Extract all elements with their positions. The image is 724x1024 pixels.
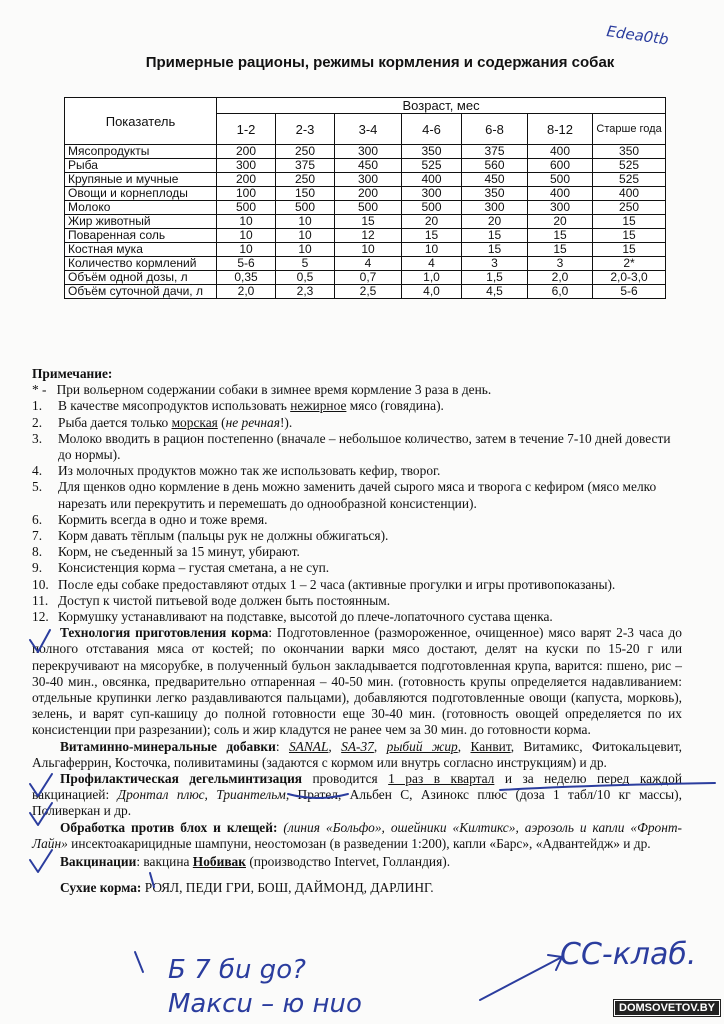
vitamin-sa37: SA-37	[341, 738, 374, 754]
tech-paragraph	[32, 625, 682, 738]
table-cell: 10	[335, 243, 402, 257]
age-cell: 3-4	[335, 114, 402, 145]
table-cell: 3	[462, 257, 528, 271]
tech-text: : Подготовленное (размороженное, очищенное) мясо варят 2-3 часа до полного отставания мяса от костей; по окончании варки мясо достают, делят на куски по 15-20 г или перекручивают на мясорубке, в полученный бульон закладывается подготовленная крупа, варится: пшено, рис – 30-40 мин., овсянка, предварительно отпаренная – 40-50 мин. (готовность крупы определяется надавливанием: отдельные крупинки легко раздавливаются пальцами), добавляются подготовленные овощи (капуста, морковь), зелень, и варят суп-кашицу до полной готовности еще 30-40 мин. (готовность овощей определяется по их консистенции при разрезании); соль и жир кладутся не ранее чем за 30 мин. до готовности корма.	[32, 625, 682, 738]
table-cell: 10	[276, 229, 335, 243]
table-cell: 5	[276, 257, 335, 271]
table-cell: 250	[276, 173, 335, 187]
table-cell: 0,35	[217, 271, 276, 285]
table-cell: 250	[593, 201, 666, 215]
table-cell: 500	[402, 201, 462, 215]
row-label: Крупяные и мучные	[65, 173, 217, 187]
table-cell: 500	[217, 201, 276, 215]
table-row	[65, 285, 666, 299]
table-cell: 1,5	[462, 271, 528, 285]
note-number: 12.	[32, 609, 49, 625]
fleas-paragraph	[32, 820, 682, 852]
table-cell: 525	[593, 173, 666, 187]
notes-list	[32, 398, 682, 625]
table-cell: 600	[528, 159, 593, 173]
table-row	[65, 159, 666, 173]
note-text: !).	[279, 414, 293, 430]
table-cell: 4,0	[402, 285, 462, 299]
note-underlined: нежирное	[290, 398, 347, 414]
dry-food-paragraph	[32, 880, 682, 896]
age-cell: Старше года	[593, 114, 666, 145]
table-cell: 5-6	[217, 257, 276, 271]
indicator-header: Показатель	[65, 98, 217, 145]
row-label: Костная мука	[65, 243, 217, 257]
table-cell: 15	[528, 243, 593, 257]
note-text: В качестве мясопродуктов использовать	[58, 398, 291, 414]
note-item	[32, 415, 682, 431]
table-cell: 2,3	[276, 285, 335, 299]
note-number: 7.	[32, 528, 43, 544]
table-cell: 200	[217, 145, 276, 159]
deworm-label: Профилактическая дегельминтизация	[60, 771, 303, 787]
note-text: Кормушку устанавливают на подставке, высотой до плече-лопаточного сустава щенка.	[58, 609, 553, 625]
vaccine-rest: (производство Intervet, Голландия).	[245, 854, 451, 870]
table-row	[65, 257, 666, 271]
table-cell: 3	[528, 257, 593, 271]
table-cell: 400	[593, 187, 666, 201]
table-cell: 400	[528, 145, 593, 159]
note-text: Из молочных продуктов можно так же использовать кефир, творог.	[58, 463, 441, 479]
table-cell: 250	[276, 145, 335, 159]
table-cell: 15	[593, 229, 666, 243]
table-cell: 10	[276, 215, 335, 229]
note-number: 5.	[32, 479, 43, 495]
table-cell: 5-6	[593, 285, 666, 299]
note-text: Молоко вводить в рацион постепенно (вначале – небольшое количество, затем в течение 7-10 дней довести до нормы).	[58, 430, 671, 463]
age-cell: 8-12	[528, 114, 593, 145]
row-label: Объём суточной дачи, л	[65, 285, 217, 299]
note-item	[32, 431, 682, 463]
table-cell: 450	[462, 173, 528, 187]
table-row	[65, 201, 666, 215]
vaccine-name: Нобивак	[192, 854, 246, 870]
note-item	[32, 544, 682, 560]
vitamins-label: Витаминно-минеральные добавки	[60, 738, 276, 754]
table-cell: 15	[335, 215, 402, 229]
age-cell: 2-3	[276, 114, 335, 145]
table-header-row	[65, 98, 666, 114]
note-text: Рыба дается только	[58, 414, 172, 430]
table-cell: 560	[462, 159, 528, 173]
notes-section	[32, 366, 682, 897]
note-number: 9.	[32, 560, 43, 576]
table-cell: 15	[462, 243, 528, 257]
note-text: Корм давать тёплым (пальцы рук не должны обжигаться).	[58, 528, 389, 544]
row-label: Молоко	[65, 201, 217, 215]
table-cell: 500	[335, 201, 402, 215]
note-item	[32, 479, 682, 511]
table-cell: 2,0-3,0	[593, 271, 666, 285]
table-cell: 300	[217, 159, 276, 173]
table-cell: 500	[528, 173, 593, 187]
age-cell: 4-6	[402, 114, 462, 145]
table-row	[65, 173, 666, 187]
note-text: Для щенков одно кормление в день можно заменить дачей сырого мяса и творога с кефиром (мясо мелко нарезать или перекрутить и перемешать до однообразной консистенции).	[58, 479, 657, 511]
star-note	[32, 382, 682, 398]
table-row	[65, 145, 666, 159]
note-item	[32, 577, 682, 593]
notes-heading: Примечание:	[32, 366, 113, 381]
dry-food-brands: РОЯЛ, ПЕДИ ГРИ, БОШ, ДАЙМОНД, ДАРЛИНГ.	[141, 880, 434, 896]
handwritten-line-2: Maксu – ю нuо	[168, 989, 362, 1019]
star-note-text: При вольерном содержании собаки в зимнее время кормление 3 раза в день.	[56, 382, 492, 398]
note-number: 2.	[32, 414, 43, 430]
note-text: (	[217, 414, 226, 430]
vaccine-paragraph	[32, 854, 682, 870]
note-item	[32, 593, 682, 609]
table-cell: 400	[402, 173, 462, 187]
table-cell: 2,5	[335, 285, 402, 299]
note-text: Доступ к чистой питьевой воде должен быть постоянным.	[58, 592, 391, 608]
table-cell: 200	[217, 173, 276, 187]
fleas-label: Обработка против блох и клещей:	[60, 819, 278, 835]
table-cell: 0,7	[335, 271, 402, 285]
note-item	[32, 609, 682, 625]
table-cell: 400	[528, 187, 593, 201]
note-text: мясо (говядина).	[346, 398, 444, 414]
arrow-icon	[480, 955, 562, 1000]
row-label: Жир животный	[65, 215, 217, 229]
vitamins-rest: , Витамикс, Фитокальцевит, Альгаферрин, Косточка, поливитамины (задаются с кормом или внутрь согласно инструкциям) и др.	[32, 738, 683, 770]
note-text: После еды собаке предоставляют отдых 1 – 2 часа (активные прогулки и игры противопоказаны).	[58, 576, 616, 592]
note-number: 11.	[32, 592, 49, 608]
table-cell: 525	[402, 159, 462, 173]
vitamin-kanvit: Канвит	[470, 738, 511, 754]
handwritten-line-1: Б 7 бu gо?	[168, 955, 306, 985]
table-cell: 100	[217, 187, 276, 201]
note-number: 1.	[32, 398, 43, 414]
vitamin-sanal: SANAL	[288, 738, 329, 754]
vaccine-label: Вакцинации	[60, 854, 137, 870]
table-cell: 20	[402, 215, 462, 229]
note-number: 3.	[32, 430, 43, 446]
table-cell: 350	[593, 145, 666, 159]
table-cell: 0,5	[276, 271, 335, 285]
table-row	[65, 215, 666, 229]
page-title: Примерные рационы, режимы кормления и содержания собак	[145, 54, 615, 71]
note-number: 10.	[32, 576, 49, 592]
table-cell: 450	[335, 159, 402, 173]
table-cell: 4,5	[462, 285, 528, 299]
table-cell: 6,0	[528, 285, 593, 299]
table-body	[65, 145, 666, 299]
row-label: Поваренная соль	[65, 229, 217, 243]
table-cell: 15	[528, 229, 593, 243]
note-item	[32, 398, 682, 414]
note-item	[32, 560, 682, 576]
table-row	[65, 229, 666, 243]
note-item	[32, 512, 682, 528]
table-cell: 15	[402, 229, 462, 243]
table-cell: 375	[462, 145, 528, 159]
age-cell: 1-2	[217, 114, 276, 145]
note-text: Корм, не съеденный за 15 минут, убирают.	[58, 544, 300, 560]
table-cell: 350	[462, 187, 528, 201]
tech-label: Технология приготовления корма	[60, 625, 269, 641]
table-cell: 10	[217, 215, 276, 229]
row-label: Объём одной дозы, л	[65, 271, 217, 285]
fleas-products: (линия «Больфо», ошейники «Килтикс», аэрозоль и капли «Фронт-Лайн»	[32, 819, 683, 851]
note-italic: не речная	[225, 414, 280, 430]
table-cell: 1,0	[402, 271, 462, 285]
row-label: Рыба	[65, 159, 217, 173]
table-row	[65, 243, 666, 257]
table-cell: 300	[528, 201, 593, 215]
note-number: 4.	[32, 463, 43, 479]
table-cell: 15	[593, 215, 666, 229]
table-cell: 350	[402, 145, 462, 159]
table-cell: 300	[335, 173, 402, 187]
vitamin-fish-oil: рыбий жир	[386, 738, 458, 754]
table-cell: 20	[528, 215, 593, 229]
table-cell: 4	[335, 257, 402, 271]
vitamins-paragraph	[32, 739, 682, 771]
table-row	[65, 187, 666, 201]
table-cell: 10	[217, 243, 276, 257]
table-cell: 10	[402, 243, 462, 257]
vitamins-sep: ,	[373, 738, 387, 754]
vitamins-sep: ,	[457, 738, 471, 754]
table-cell: 12	[335, 229, 402, 243]
note-text: Консистенция корма – густая сметана, а не суп.	[58, 560, 330, 576]
note-item	[32, 463, 682, 479]
cc-club-handwriting: СС-клаб.	[560, 937, 697, 972]
note-text: Кормить всегда в одно и тоже время.	[58, 511, 268, 527]
site-watermark: DOMSOVETOV.BY	[614, 1000, 720, 1016]
row-label: Мясопродукты	[65, 145, 217, 159]
table-cell: 150	[276, 187, 335, 201]
table-cell: 4	[402, 257, 462, 271]
table-cell: 500	[276, 201, 335, 215]
table-cell: 525	[593, 159, 666, 173]
vitamins-sep: ,	[328, 738, 342, 754]
deworm-drugs: Прател, Альбен С, Азинокс плюс (доза 1 табл/10 кг массы), Поливеркан и др.	[32, 787, 682, 819]
fleas-rest: инсектоакарицидные шампуни, неостомозан (в разведении 1:200), капли «Барс», «Адвантейдж» и др.	[67, 835, 651, 851]
deworm-after: и за неделю перед каждой вакцинацией:	[32, 771, 682, 803]
age-cell: 6-8	[462, 114, 528, 145]
check-mark-icon	[135, 952, 143, 972]
dry-food-label: Сухие корма:	[60, 880, 142, 896]
vaccine-mid: : вакцина	[136, 854, 193, 870]
table-cell: 300	[335, 145, 402, 159]
table-cell: 15	[462, 229, 528, 243]
note-number: 8.	[32, 544, 43, 560]
vitamins-colon: :	[275, 738, 289, 754]
table-cell: 200	[335, 187, 402, 201]
table-cell: 20	[462, 215, 528, 229]
age-header: Возраст, мес	[217, 98, 666, 114]
table-cell: 2,0	[528, 271, 593, 285]
deworm-mid: проводится	[302, 771, 389, 787]
table-cell: 2*	[593, 257, 666, 271]
rations-table	[64, 97, 666, 299]
row-label: Овощи и корнеплоды	[65, 187, 217, 201]
note-item	[32, 528, 682, 544]
deworm-frequency: 1 раз в квартал	[388, 771, 495, 787]
corner-handwriting: Edea0tb	[605, 22, 670, 49]
deworm-drugs-italic: Дронтал плюс, Триантельм,	[117, 787, 290, 803]
table-cell: 300	[402, 187, 462, 201]
table-row	[65, 271, 666, 285]
note-number: 6.	[32, 511, 43, 527]
table-cell: 375	[276, 159, 335, 173]
star-marker: * -	[32, 382, 47, 398]
note-underlined: морская	[171, 414, 218, 430]
table-cell: 300	[462, 201, 528, 215]
deworm-paragraph	[32, 771, 682, 820]
row-label: Количество кормлений	[65, 257, 217, 271]
table-cell: 2,0	[217, 285, 276, 299]
table-cell: 10	[217, 229, 276, 243]
table-cell: 10	[276, 243, 335, 257]
table-cell: 15	[593, 243, 666, 257]
